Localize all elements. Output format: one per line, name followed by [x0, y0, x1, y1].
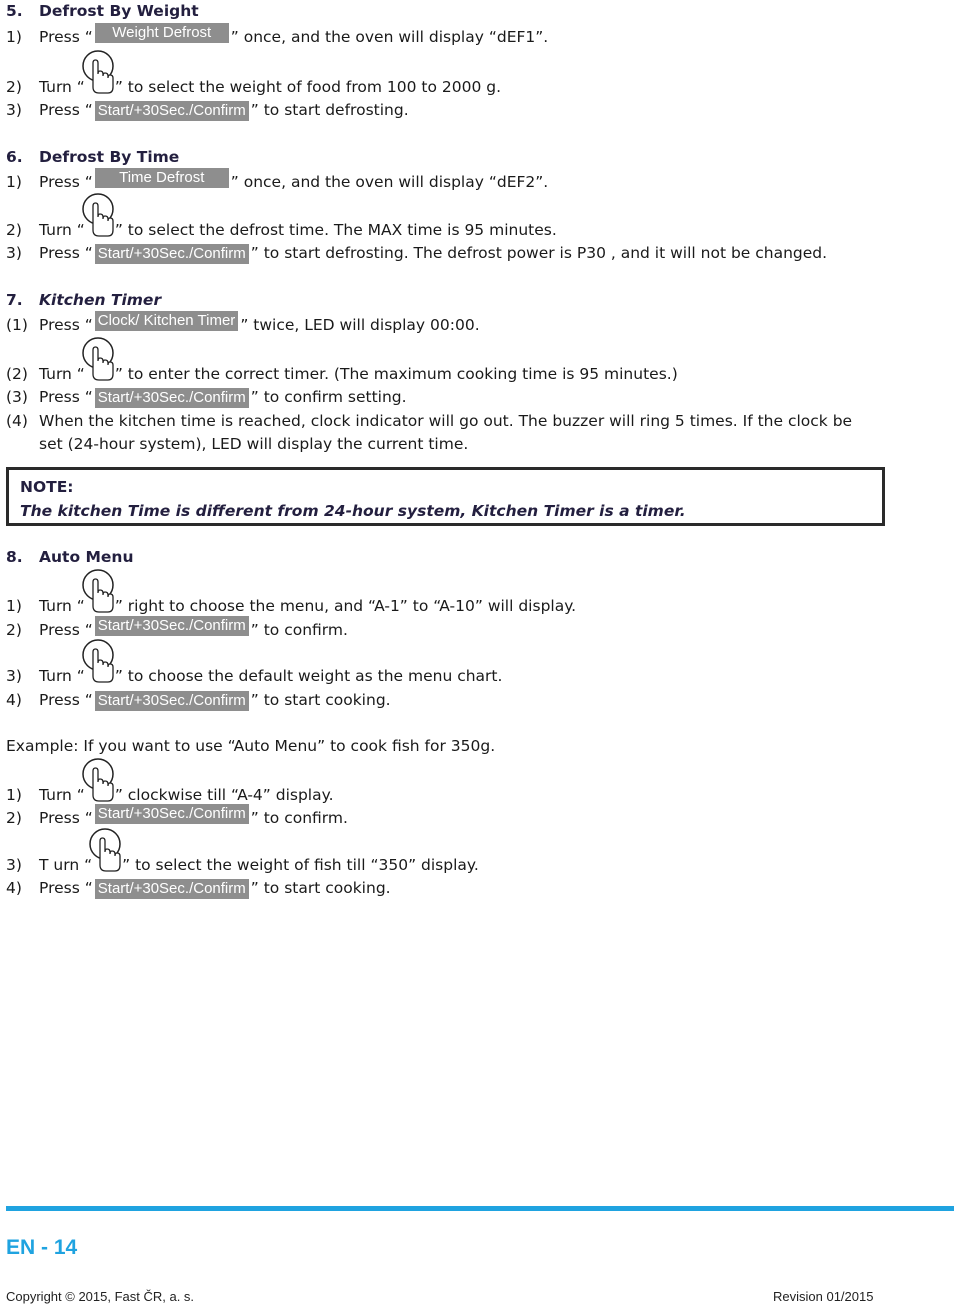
page-number: EN - 14 — [6, 1236, 78, 1259]
time-defrost-button[interactable]: Time Defrost — [95, 168, 229, 188]
start-confirm-button[interactable]: Start/+30Sec./Confirm — [95, 388, 249, 408]
start-confirm-button[interactable]: Start/+30Sec./Confirm — [95, 244, 249, 264]
revision: Revision 01/2015 — [773, 1289, 874, 1304]
start-confirm-button[interactable]: Start/+30Sec./Confirm — [95, 101, 249, 121]
start-confirm-button[interactable]: Start/+30Sec./Confirm — [95, 616, 249, 636]
start-confirm-button[interactable]: Start/+30Sec./Confirm — [95, 691, 249, 711]
copyright: Copyright © 2015, Fast ČR, a. s. — [6, 1289, 195, 1304]
clock-kitchen-timer-button[interactable]: Clock/ Kitchen Timer — [95, 311, 239, 331]
knob-turn-hand-icon[interactable] — [85, 666, 115, 686]
knob-turn-hand-icon[interactable] — [85, 77, 115, 97]
knob-turn-hand-icon[interactable] — [85, 220, 115, 240]
note-box — [6, 467, 885, 526]
footer-rule — [6, 1206, 954, 1211]
weight-defrost-button[interactable]: Weight Defrost — [95, 23, 229, 43]
start-confirm-button[interactable]: Start/+30Sec./Confirm — [95, 804, 249, 824]
knob-turn-hand-icon[interactable] — [85, 596, 115, 616]
note-text: The kitchen Time is different from 24-hour system, Kitchen Timer is a timer. — [20, 502, 686, 520]
note-title: NOTE: — [20, 478, 74, 496]
knob-turn-hand-icon[interactable] — [85, 364, 115, 384]
knob-turn-hand-icon[interactable] — [92, 855, 122, 875]
knob-turn-hand-icon[interactable] — [85, 785, 115, 805]
start-confirm-button[interactable]: Start/+30Sec./Confirm — [95, 879, 249, 899]
